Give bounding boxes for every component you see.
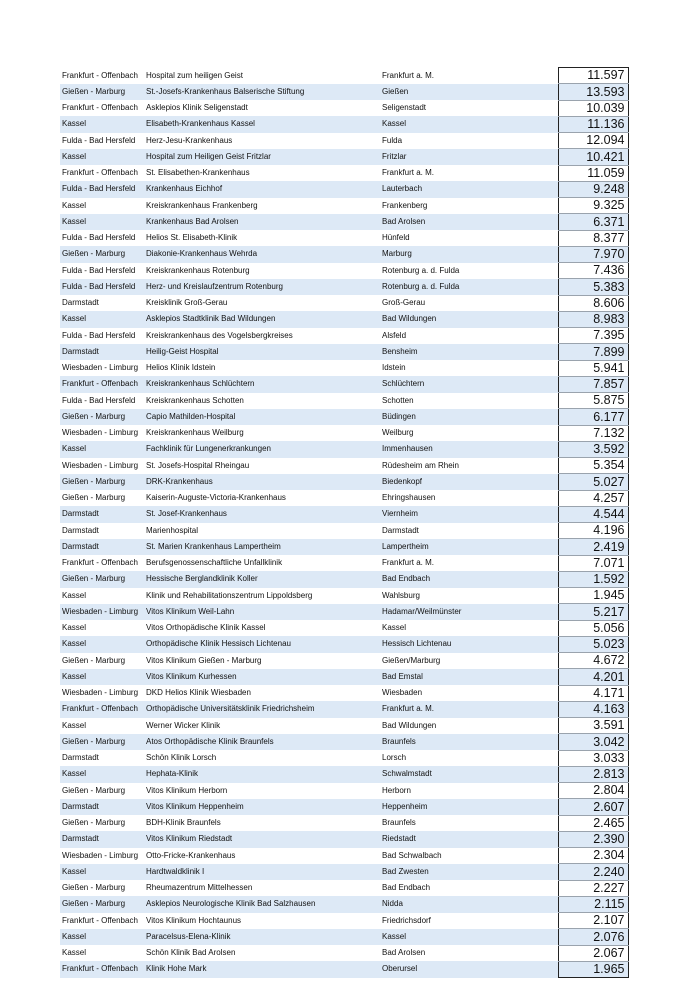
region-cell: Fulda - Bad Hersfeld bbox=[62, 265, 136, 275]
case-count-cell: 2.304 bbox=[558, 848, 628, 864]
table-row bbox=[60, 214, 628, 230]
region-cell: Kassel bbox=[62, 623, 87, 633]
case-count-cell: 1.945 bbox=[558, 588, 628, 604]
case-count-cell: 9.248 bbox=[558, 181, 628, 197]
table-row bbox=[60, 490, 628, 506]
table-row bbox=[60, 734, 628, 750]
hospital-name-cell: Marienhospital bbox=[146, 525, 199, 535]
case-count-cell: 13.593 bbox=[558, 84, 628, 100]
location-cell: Schotten bbox=[382, 395, 414, 405]
region-cell: Kassel bbox=[60, 766, 146, 782]
location-cell: Braunfels bbox=[382, 734, 558, 750]
hospital-name-cell: Kreiskrankenhaus Schlüchtern bbox=[146, 376, 382, 392]
location-cell: Alsfeld bbox=[382, 330, 407, 340]
region-cell: Darmstadt bbox=[60, 344, 146, 360]
hospital-name-cell: Klinik und Rehabilitationszentrum Lippoldsberg bbox=[146, 590, 313, 600]
hospital-name-cell: Vitos Klinikum Herborn bbox=[146, 785, 228, 795]
location-cell: Frankenberg bbox=[382, 200, 428, 210]
table-row bbox=[60, 474, 628, 490]
region-cell: Darmstadt bbox=[60, 506, 146, 522]
hospital-name-cell: Klinik Hohe Mark bbox=[146, 961, 382, 977]
location-cell: Lorsch bbox=[382, 753, 407, 763]
region-cell: Fulda - Bad Hersfeld bbox=[60, 279, 146, 295]
case-count-cell: 7.071 bbox=[558, 555, 628, 571]
case-count-cell: 2.813 bbox=[558, 766, 628, 782]
hospital-name-cell: Asklepios Stadtklinik Bad Wildungen bbox=[146, 311, 382, 327]
hospital-name-cell: Vitos Klinikum Kurhessen bbox=[146, 669, 382, 685]
hospital-name-cell: Vitos Klinikum Gießen - Marburg bbox=[146, 655, 262, 665]
table-row bbox=[60, 913, 628, 929]
table-row bbox=[60, 84, 628, 100]
location-cell: Hessisch Lichtenau bbox=[382, 636, 558, 652]
hospital-name-cell: Otto-Fricke-Krankenhaus bbox=[146, 850, 236, 860]
location-cell: Bad Arolsen bbox=[382, 948, 426, 958]
region-cell: Darmstadt bbox=[60, 539, 146, 555]
hospital-name-cell: Hephata-Klinik bbox=[146, 766, 382, 782]
location-cell: Weilburg bbox=[382, 428, 414, 438]
hospital-name-cell: DKD Helios Klinik Wiesbaden bbox=[146, 688, 251, 698]
hospital-name-cell: Helios Klinik Idstein bbox=[146, 363, 216, 373]
table-row bbox=[60, 880, 628, 896]
location-cell: Bad Arolsen bbox=[382, 214, 558, 230]
table-row bbox=[60, 961, 628, 977]
case-count-cell: 2.076 bbox=[558, 929, 628, 945]
hospital-table bbox=[60, 67, 629, 978]
case-count-cell: 12.094 bbox=[558, 133, 628, 149]
table-row bbox=[60, 246, 628, 262]
table-row bbox=[60, 571, 628, 587]
region-cell: Frankfurt - Offenbach bbox=[60, 961, 146, 977]
location-cell: Büdingen bbox=[382, 409, 558, 425]
region-cell: Frankfurt - Offenbach bbox=[62, 103, 138, 113]
region-cell: Darmstadt bbox=[62, 298, 99, 308]
case-count-cell: 7.395 bbox=[558, 328, 628, 344]
location-cell: Darmstadt bbox=[382, 525, 419, 535]
region-cell: Kassel bbox=[62, 720, 87, 730]
case-count-cell: 7.132 bbox=[558, 425, 628, 441]
location-cell: Rüdesheim am Rhein bbox=[382, 460, 459, 470]
table-row bbox=[60, 864, 628, 880]
case-count-cell: 6.177 bbox=[558, 409, 628, 425]
table-row bbox=[60, 198, 628, 214]
location-cell: Herborn bbox=[382, 785, 411, 795]
hospital-name-cell: Kreisklinik Groß-Gerau bbox=[146, 298, 228, 308]
table-row bbox=[60, 929, 628, 945]
case-count-cell: 11.059 bbox=[558, 165, 628, 181]
case-count-cell: 5.023 bbox=[558, 636, 628, 652]
hospital-name-cell: Kreiskrankenhaus Schotten bbox=[146, 395, 244, 405]
hospital-name-cell: Berufsgenossenschaftliche Unfallklinik bbox=[146, 558, 283, 568]
region-cell: Kassel bbox=[60, 311, 146, 327]
location-cell: Riedstadt bbox=[382, 831, 558, 847]
region-cell: Darmstadt bbox=[60, 799, 146, 815]
location-cell: Hadamar/Weilmünster bbox=[382, 604, 558, 620]
location-cell: Immenhausen bbox=[382, 441, 558, 457]
hospital-name-cell: Vitos Klinikum Riedstadt bbox=[146, 831, 382, 847]
region-cell: Gießen - Marburg bbox=[62, 785, 126, 795]
location-cell: Bad Wildungen bbox=[382, 311, 558, 327]
table-row bbox=[60, 718, 628, 734]
region-cell: Frankfurt - Offenbach bbox=[60, 376, 146, 392]
location-cell: Bensheim bbox=[382, 344, 558, 360]
table-row bbox=[60, 669, 628, 685]
hospital-name-cell: Orthopädische Universitätsklinik Friedrichsheim bbox=[146, 701, 382, 717]
hospital-name-cell: Capio Mathilden-Hospital bbox=[146, 409, 382, 425]
location-cell: Gießen/Marburg bbox=[382, 655, 441, 665]
hospital-name-cell: Schön Klinik Lorsch bbox=[146, 753, 217, 763]
hospital-name-cell: Hardtwaldklinik I bbox=[146, 864, 382, 880]
case-count-cell: 7.899 bbox=[558, 344, 628, 360]
location-cell: Kassel bbox=[382, 929, 558, 945]
location-cell: Fulda bbox=[382, 135, 403, 145]
case-count-cell: 7.857 bbox=[558, 376, 628, 392]
case-count-cell: 7.970 bbox=[558, 246, 628, 262]
location-cell: Marburg bbox=[382, 246, 558, 262]
table-row bbox=[60, 230, 628, 246]
location-cell: Frankfurt a. M. bbox=[382, 701, 558, 717]
hospital-name-cell: St. Marien Krankenhaus Lampertheim bbox=[146, 539, 382, 555]
region-cell: Kassel bbox=[60, 116, 146, 132]
case-count-cell: 11.136 bbox=[558, 116, 628, 132]
table-row bbox=[60, 458, 628, 474]
location-cell: Wahlsburg bbox=[382, 590, 420, 600]
region-cell: Gießen - Marburg bbox=[60, 474, 146, 490]
hospital-name-cell: St. Elisabethen-Krankenhaus bbox=[146, 168, 250, 178]
region-cell: Gießen - Marburg bbox=[62, 818, 126, 828]
location-cell: Idstein bbox=[382, 363, 406, 373]
region-cell: Gießen - Marburg bbox=[60, 246, 146, 262]
location-cell: Biedenkopf bbox=[382, 474, 558, 490]
hospital-name-cell: Elisabeth-Krankenhaus Kassel bbox=[146, 116, 382, 132]
table-row bbox=[60, 360, 628, 376]
table-row bbox=[60, 848, 628, 864]
table-row bbox=[60, 604, 628, 620]
location-cell: Viernheim bbox=[382, 506, 558, 522]
hospital-name-cell: Werner Wicker Klinik bbox=[146, 720, 221, 730]
case-count-cell: 2.115 bbox=[558, 896, 628, 912]
hospital-name-cell: BDH-Klinik Braunfels bbox=[146, 818, 221, 828]
table-row bbox=[60, 555, 628, 571]
region-cell: Wiesbaden - Limburg bbox=[62, 428, 139, 438]
table-row bbox=[60, 441, 628, 457]
region-cell: Wiesbaden - Limburg bbox=[62, 460, 139, 470]
location-cell: Heppenheim bbox=[382, 799, 558, 815]
table-row bbox=[60, 506, 628, 522]
case-count-cell: 6.371 bbox=[558, 214, 628, 230]
region-cell: Gießen - Marburg bbox=[60, 571, 146, 587]
table-row bbox=[60, 783, 628, 799]
hospital-table-body bbox=[60, 68, 628, 978]
case-count-cell: 8.377 bbox=[558, 230, 628, 246]
region-cell: Gießen - Marburg bbox=[60, 409, 146, 425]
location-cell: Lauterbach bbox=[382, 181, 558, 197]
location-cell: Rotenburg a. d. Fulda bbox=[382, 279, 558, 295]
hospital-name-cell: Asklepios Neurologische Klinik Bad Salzhausen bbox=[146, 896, 382, 912]
region-cell: Wiesbaden - Limburg bbox=[60, 604, 146, 620]
hospital-name-cell: Vitos Orthopädische Klinik Kassel bbox=[146, 623, 266, 633]
case-count-cell: 7.436 bbox=[558, 263, 628, 279]
hospital-name-cell: St. Josefs-Hospital Rheingau bbox=[146, 460, 250, 470]
hospital-name-cell: Atos Orthopädische Klinik Braunfels bbox=[146, 734, 382, 750]
hospital-name-cell: Krankenhaus Bad Arolsen bbox=[146, 214, 382, 230]
hospital-name-cell: Herz- und Kreislaufzentrum Rotenburg bbox=[146, 279, 382, 295]
hospital-name-cell: Herz-Jesu-Krankenhaus bbox=[146, 135, 233, 145]
region-cell: Kassel bbox=[60, 636, 146, 652]
hospital-name-cell: Krankenhaus Eichhof bbox=[146, 181, 382, 197]
table-row bbox=[60, 620, 628, 636]
case-count-cell: 8.606 bbox=[558, 295, 628, 311]
location-cell: Bad Zwesten bbox=[382, 864, 558, 880]
hospital-name-cell: Diakonie-Krankenhaus Wehrda bbox=[146, 246, 382, 262]
table-row bbox=[60, 116, 628, 132]
location-cell: Fritzlar bbox=[382, 149, 558, 165]
region-cell: Frankfurt - Offenbach bbox=[62, 70, 138, 80]
region-cell: Kassel bbox=[60, 864, 146, 880]
table-row bbox=[60, 539, 628, 555]
hospital-name-cell: DRK-Krankenhaus bbox=[146, 474, 382, 490]
case-count-cell: 2.465 bbox=[558, 815, 628, 831]
case-count-cell: 11.597 bbox=[558, 68, 628, 84]
region-cell: Darmstadt bbox=[62, 525, 99, 535]
region-cell: Darmstadt bbox=[62, 753, 99, 763]
case-count-cell: 5.027 bbox=[558, 474, 628, 490]
table-row bbox=[60, 685, 628, 701]
location-cell: Gießen bbox=[382, 84, 558, 100]
case-count-cell: 1.965 bbox=[558, 961, 628, 977]
hospital-name-cell: St. Josef-Krankenhaus bbox=[146, 506, 382, 522]
table-row bbox=[60, 945, 628, 961]
region-cell: Kassel bbox=[60, 149, 146, 165]
table-row bbox=[60, 100, 628, 116]
region-cell: Gießen - Marburg bbox=[60, 84, 146, 100]
hospital-name-cell: Hospital zum Heiligen Geist Fritzlar bbox=[146, 149, 382, 165]
hospital-name-cell: St.-Josefs-Krankenhaus Balserische Stiftung bbox=[146, 84, 382, 100]
location-cell: Braunfels bbox=[382, 818, 416, 828]
table-row bbox=[60, 425, 628, 441]
case-count-cell: 9.325 bbox=[558, 198, 628, 214]
location-cell: Wiesbaden bbox=[382, 688, 423, 698]
region-cell: Fulda - Bad Hersfeld bbox=[60, 181, 146, 197]
region-cell: Fulda - Bad Hersfeld bbox=[62, 233, 136, 243]
table-row bbox=[60, 344, 628, 360]
case-count-cell: 5.056 bbox=[558, 620, 628, 636]
case-count-cell: 2.804 bbox=[558, 783, 628, 799]
table-row bbox=[60, 263, 628, 279]
region-cell: Gießen - Marburg bbox=[62, 493, 126, 503]
case-count-cell: 4.672 bbox=[558, 653, 628, 669]
region-cell: Wiesbaden - Limburg bbox=[62, 363, 139, 373]
case-count-cell: 2.419 bbox=[558, 539, 628, 555]
region-cell: Kassel bbox=[60, 929, 146, 945]
location-cell: Frankfurt a. M. bbox=[382, 70, 435, 80]
case-count-cell: 4.201 bbox=[558, 669, 628, 685]
region-cell: Kassel bbox=[62, 200, 87, 210]
location-cell: Oberursel bbox=[382, 961, 558, 977]
region-cell: Gießen - Marburg bbox=[62, 655, 126, 665]
region-cell: Gießen - Marburg bbox=[60, 734, 146, 750]
table-row bbox=[60, 181, 628, 197]
case-count-cell: 2.240 bbox=[558, 864, 628, 880]
case-count-cell: 3.591 bbox=[558, 718, 628, 734]
table-row bbox=[60, 311, 628, 327]
table-row bbox=[60, 523, 628, 539]
case-count-cell: 2.607 bbox=[558, 799, 628, 815]
table-row bbox=[60, 799, 628, 815]
table-row bbox=[60, 409, 628, 425]
case-count-cell: 10.039 bbox=[558, 100, 628, 116]
location-cell: Bad Emstal bbox=[382, 669, 558, 685]
location-cell: Frankfurt a. M. bbox=[382, 558, 435, 568]
region-cell: Kassel bbox=[60, 214, 146, 230]
case-count-cell: 3.592 bbox=[558, 441, 628, 457]
region-cell: Fulda - Bad Hersfeld bbox=[62, 330, 136, 340]
location-cell: Frankfurt a. M. bbox=[382, 168, 435, 178]
location-cell: Ehringshausen bbox=[382, 493, 436, 503]
case-count-cell: 5.941 bbox=[558, 360, 628, 376]
case-count-cell: 4.163 bbox=[558, 701, 628, 717]
location-cell: Kassel bbox=[382, 623, 407, 633]
table-row bbox=[60, 149, 628, 165]
hospital-name-cell: Orthopädische Klinik Hessisch Lichtenau bbox=[146, 636, 382, 652]
case-count-cell: 10.421 bbox=[558, 149, 628, 165]
table-row bbox=[60, 701, 628, 717]
location-cell: Schwalmstadt bbox=[382, 766, 558, 782]
hospital-name-cell: Helios St. Elisabeth-Klinik bbox=[146, 233, 238, 243]
table-row bbox=[60, 328, 628, 344]
case-count-cell: 3.042 bbox=[558, 734, 628, 750]
location-cell: Lampertheim bbox=[382, 539, 558, 555]
hospital-name-cell: Rheumazentrum Mittelhessen bbox=[146, 883, 253, 893]
case-count-cell: 2.227 bbox=[558, 880, 628, 896]
table-row bbox=[60, 133, 628, 149]
region-cell: Wiesbaden - Limburg bbox=[62, 688, 139, 698]
table-row bbox=[60, 896, 628, 912]
case-count-cell: 4.544 bbox=[558, 506, 628, 522]
region-cell: Frankfurt - Offenbach bbox=[62, 558, 138, 568]
table-row bbox=[60, 279, 628, 295]
location-cell: Bad Endbach bbox=[382, 883, 431, 893]
hospital-name-cell: Hessische Berglandklinik Koller bbox=[146, 571, 382, 587]
hospital-name-cell: Kreiskrankenhaus des Vogelsbergkreises bbox=[146, 330, 293, 340]
table-row bbox=[60, 766, 628, 782]
hospital-name-cell: Kreiskrankenhaus Rotenburg bbox=[146, 265, 250, 275]
case-count-cell: 2.067 bbox=[558, 945, 628, 961]
region-cell: Wiesbaden - Limburg bbox=[62, 850, 139, 860]
location-cell: Bad Schwalbach bbox=[382, 850, 442, 860]
region-cell: Gießen - Marburg bbox=[60, 896, 146, 912]
case-count-cell: 5.217 bbox=[558, 604, 628, 620]
case-count-cell: 5.354 bbox=[558, 458, 628, 474]
location-cell: Friedrichsdorf bbox=[382, 915, 431, 925]
hospital-name-cell: Vitos Klinikum Hochtaunus bbox=[146, 915, 242, 925]
case-count-cell: 2.390 bbox=[558, 831, 628, 847]
table-row bbox=[60, 588, 628, 604]
case-count-cell: 8.983 bbox=[558, 311, 628, 327]
hospital-name-cell: Vitos Klinikum Weil-Lahn bbox=[146, 604, 382, 620]
location-cell: Schlüchtern bbox=[382, 376, 558, 392]
hospital-name-cell: Hospital zum heiligen Geist bbox=[146, 70, 243, 80]
hospital-name-cell: Paracelsus-Elena-Klinik bbox=[146, 929, 382, 945]
location-cell: Kassel bbox=[382, 116, 558, 132]
table-row bbox=[60, 376, 628, 392]
case-count-cell: 2.107 bbox=[558, 913, 628, 929]
region-cell: Kassel bbox=[62, 948, 87, 958]
location-cell: Seligenstadt bbox=[382, 103, 427, 113]
table-row bbox=[60, 815, 628, 831]
hospital-name-cell: Asklepios Klinik Seligenstadt bbox=[146, 103, 248, 113]
table-row bbox=[60, 295, 628, 311]
location-cell: Bad Endbach bbox=[382, 571, 558, 587]
region-cell: Kassel bbox=[62, 590, 87, 600]
location-cell: Groß-Gerau bbox=[382, 298, 426, 308]
table-row bbox=[60, 750, 628, 766]
region-cell: Frankfurt - Offenbach bbox=[62, 168, 138, 178]
hospital-name-cell: Kreiskrankenhaus Weilburg bbox=[146, 428, 244, 438]
region-cell: Darmstadt bbox=[60, 831, 146, 847]
case-count-cell: 4.257 bbox=[558, 490, 628, 506]
hospital-name-cell: Heilig-Geist Hospital bbox=[146, 344, 382, 360]
location-cell: Bad Wildungen bbox=[382, 720, 437, 730]
location-cell: Hünfeld bbox=[382, 233, 410, 243]
region-cell: Frankfurt - Offenbach bbox=[60, 701, 146, 717]
table-row bbox=[60, 68, 628, 84]
hospital-name-cell: Fachklinik für Lungenerkrankungen bbox=[146, 441, 382, 457]
hospital-name-cell: Schön Klinik Bad Arolsen bbox=[146, 948, 236, 958]
case-count-cell: 4.171 bbox=[558, 685, 628, 701]
region-cell: Frankfurt - Offenbach bbox=[62, 915, 138, 925]
region-cell: Fulda - Bad Hersfeld bbox=[62, 135, 136, 145]
hospital-name-cell: Vitos Klinikum Heppenheim bbox=[146, 799, 382, 815]
table-row bbox=[60, 831, 628, 847]
table-row bbox=[60, 653, 628, 669]
case-count-cell: 4.196 bbox=[558, 523, 628, 539]
case-count-cell: 5.875 bbox=[558, 393, 628, 409]
hospital-name-cell: Kaiserin-Auguste-Victoria-Krankenhaus bbox=[146, 493, 286, 503]
region-cell: Kassel bbox=[60, 669, 146, 685]
case-count-cell: 5.383 bbox=[558, 279, 628, 295]
location-cell: Nidda bbox=[382, 896, 558, 912]
location-cell: Rotenburg a. d. Fulda bbox=[382, 265, 460, 275]
case-count-cell: 1.592 bbox=[558, 571, 628, 587]
region-cell: Kassel bbox=[60, 441, 146, 457]
region-cell: Gießen - Marburg bbox=[62, 883, 126, 893]
table-row bbox=[60, 165, 628, 181]
table-row bbox=[60, 393, 628, 409]
table-row bbox=[60, 636, 628, 652]
hospital-name-cell: Kreiskrankenhaus Frankenberg bbox=[146, 200, 258, 210]
region-cell: Fulda - Bad Hersfeld bbox=[62, 395, 136, 405]
case-count-cell: 3.033 bbox=[558, 750, 628, 766]
